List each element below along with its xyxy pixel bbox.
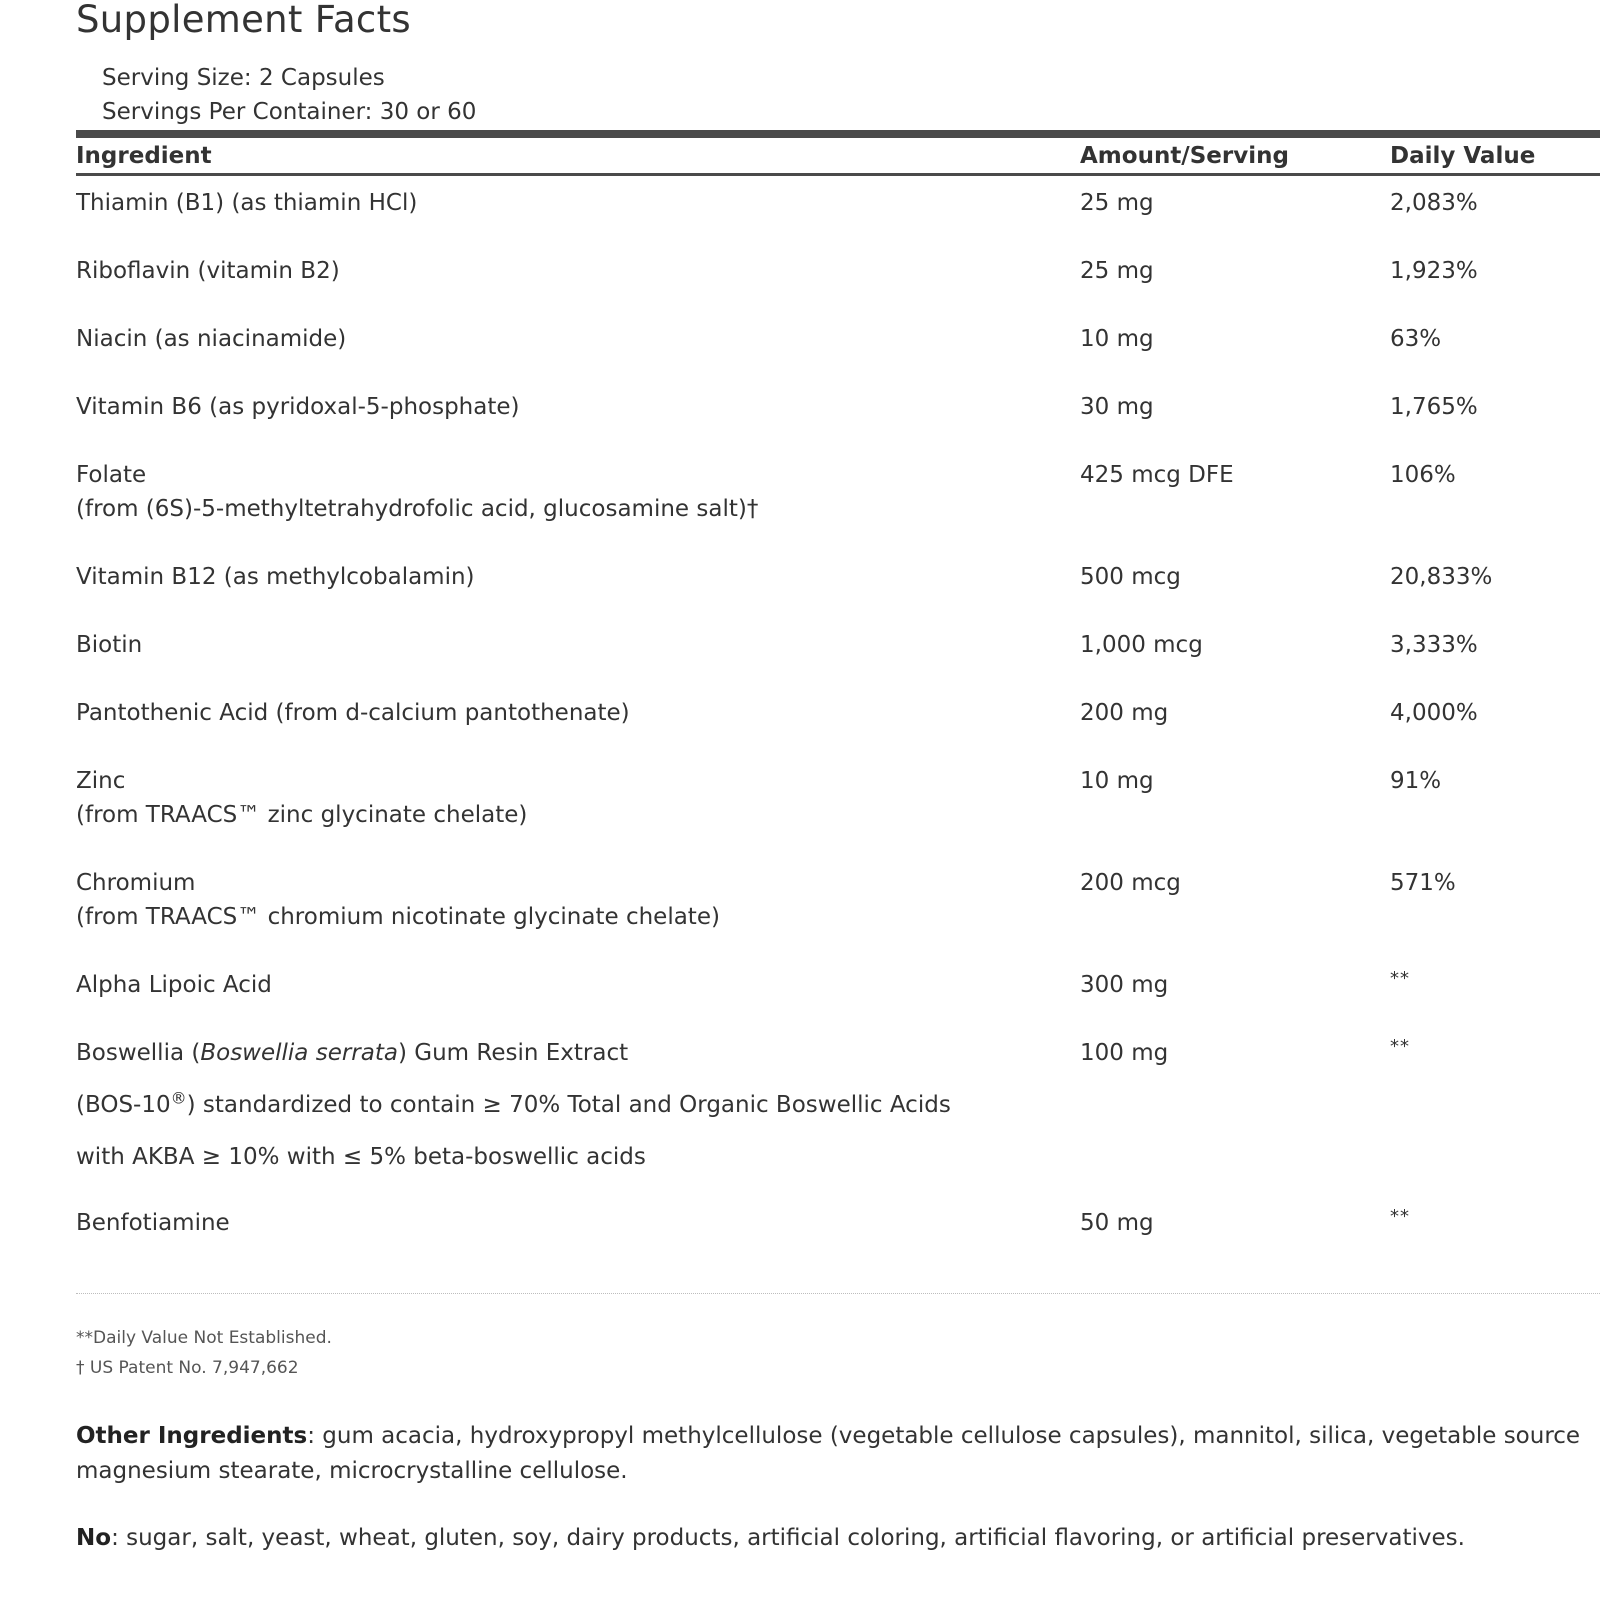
table-row	[76, 866, 1600, 968]
page-title: Supplement Facts	[76, 0, 411, 41]
table-row	[76, 560, 1600, 628]
ingredient-akba-note: with AKBA ≥ 10% with ≤ 5% beta-boswellic acids	[76, 1144, 646, 1170]
column-header-ingredient: Ingredient	[76, 143, 212, 169]
table-row	[76, 764, 1600, 866]
ingredient-name-block	[76, 764, 1036, 832]
ingredient-daily-value: 20,833%	[1390, 564, 1493, 590]
table-row	[76, 1036, 1600, 1206]
ingredient-amount: 30 mg	[1080, 394, 1154, 420]
ingredient-daily-value: 1,923%	[1390, 258, 1478, 284]
ingredient-source: (from TRAACS™ zinc glycinate chelate)	[76, 802, 528, 828]
ingredient-amount: 1,000 mcg	[1080, 632, 1203, 658]
ingredient-daily-value: 1,765%	[1390, 394, 1478, 420]
free-from-text: : sugar, salt, yeast, wheat, gluten, soy, dairy products, artificial coloring, artificial flavoring, or artificial preservatives.	[111, 1525, 1465, 1551]
ingredient-name: Chromium	[76, 870, 196, 896]
ingredient-name: Thiamin (B1) (as thiamin HCl)	[76, 190, 418, 216]
ingredient-standardization	[76, 1079, 1036, 1131]
ingredient-amount: 50 mg	[1080, 1210, 1154, 1236]
name-suffix: ) Gum Resin Extract	[397, 1040, 629, 1066]
header-divider	[76, 173, 1600, 176]
other-ingredients-text: : gum acacia, hydroxypropyl methylcellulose (vegetable cellulose capsules), mannitol, silica, vegetable source magnesium stearate, microcrystalline cellulose.	[76, 1423, 1581, 1484]
table-row	[76, 186, 1600, 254]
other-ingredients-label: Other Ingredients	[76, 1423, 308, 1449]
table-row	[76, 1206, 1600, 1274]
ingredient-name: Pantothenic Acid (from d-calcium pantothenate)	[76, 700, 630, 726]
ingredient-name: Biotin	[76, 632, 143, 658]
ingredient-name: Zinc	[76, 768, 126, 794]
free-from-list	[76, 1521, 1600, 1556]
column-header-daily-value: Daily Value	[1390, 143, 1536, 169]
table-row	[76, 628, 1600, 696]
name-prefix: Boswellia (	[76, 1040, 201, 1066]
ingredient-name: Vitamin B6 (as pyridoxal-5-phosphate)	[76, 394, 520, 420]
table-row	[76, 254, 1600, 322]
other-ingredients	[76, 1419, 1600, 1489]
servings-per-container: Servings Per Container: 30 or 60	[102, 99, 477, 125]
ingredient-amount: 300 mg	[1080, 972, 1169, 998]
ingredient-name: Vitamin B12 (as methylcobalamin)	[76, 564, 475, 590]
ingredient-amount: 25 mg	[1080, 258, 1154, 284]
ingredient-name: Benfotiamine	[76, 1210, 230, 1236]
free-from-label: No	[76, 1525, 112, 1551]
ingredient-amount: 10 mg	[1080, 326, 1154, 352]
ingredient-amount: 25 mg	[1080, 190, 1154, 216]
ingredient-daily-value: 91%	[1390, 768, 1442, 794]
ingredient-daily-value: 3,333%	[1390, 632, 1478, 658]
footnote-daily-value: **Daily Value Not Established.	[76, 1328, 332, 1348]
ingredient-amount: 10 mg	[1080, 768, 1154, 794]
ingredient-name-block	[76, 866, 1036, 934]
ingredient-daily-value: 106%	[1390, 462, 1456, 488]
botanical-name: Boswellia serrata	[200, 1040, 398, 1066]
table-row	[76, 390, 1600, 458]
ingredient-name-block	[76, 458, 1036, 526]
footer-dotted-divider	[76, 1293, 1600, 1294]
ingredient-daily-value: 63%	[1390, 326, 1442, 352]
ingredient-amount: 500 mcg	[1080, 564, 1181, 590]
table-row	[76, 696, 1600, 764]
ingredient-table-body	[76, 186, 1600, 1274]
ingredient-name: Folate	[76, 462, 147, 488]
header-thick-divider	[76, 130, 1600, 138]
ingredient-amount: 100 mg	[1080, 1040, 1169, 1066]
ingredient-name-block	[76, 1027, 1036, 1183]
ingredient-amount: 200 mg	[1080, 700, 1169, 726]
ingredient-daily-value: 571%	[1390, 870, 1456, 896]
ingredient-daily-value: 4,000%	[1390, 700, 1478, 726]
table-row	[76, 458, 1600, 560]
standardization-suffix: ) standardized to contain ≥ 70% Total and Organic Boswellic Acids	[186, 1092, 951, 1118]
supplement-facts-panel	[76, 0, 1600, 1600]
footnote-patent: † US Patent No. 7,947,662	[76, 1358, 299, 1378]
ingredient-name: Alpha Lipoic Acid	[76, 972, 272, 998]
ingredient-amount: 200 mcg	[1080, 870, 1181, 896]
ingredient-daily-value: **	[1390, 1206, 1410, 1227]
ingredient-source: (from TRAACS™ chromium nicotinate glycinate chelate)	[76, 904, 720, 930]
standardization-prefix: (BOS-10	[76, 1092, 171, 1118]
ingredient-name: Niacin (as niacinamide)	[76, 326, 347, 352]
ingredient-daily-value: **	[1390, 968, 1410, 989]
column-header-amount: Amount/Serving	[1080, 143, 1289, 169]
table-row	[76, 968, 1600, 1036]
ingredient-daily-value: 2,083%	[1390, 190, 1478, 216]
serving-size: Serving Size: 2 Capsules	[102, 65, 385, 91]
ingredient-source: (from (6S)-5-methyltetrahydrofolic acid, glucosamine salt)†	[76, 496, 759, 522]
ingredient-name	[76, 1027, 1036, 1079]
ingredient-name: Riboflavin (vitamin B2)	[76, 258, 340, 284]
registered-mark: ®	[170, 1088, 187, 1108]
ingredient-amount: 425 mcg DFE	[1080, 462, 1234, 488]
table-row	[76, 322, 1600, 390]
table-header	[76, 140, 1600, 172]
ingredient-daily-value: **	[1390, 1036, 1410, 1057]
